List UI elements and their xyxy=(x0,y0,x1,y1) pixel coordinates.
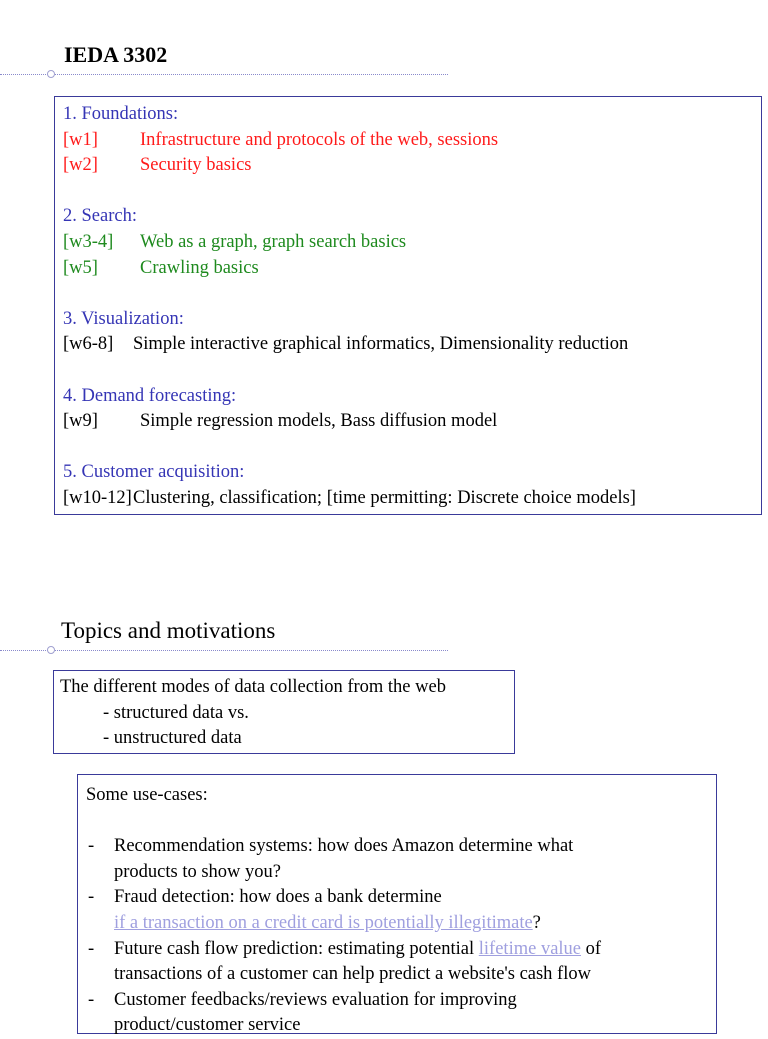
section-heading-foundations: 1. Foundations: xyxy=(63,104,179,124)
use-case-text-continued: product/customer service xyxy=(114,1015,301,1036)
bullet-dash: - xyxy=(88,989,95,1010)
topic-text: Security basics xyxy=(140,155,252,176)
syllabus-item-w9 xyxy=(63,409,761,435)
week-tag: [w10-12] xyxy=(63,487,132,508)
use-case-text-continued xyxy=(86,911,716,937)
topic-text: Simple interactive graphical informatics, Dimensionality reduction xyxy=(133,334,629,355)
syllabus-item-w2 xyxy=(63,153,761,179)
bullet-dash: - xyxy=(88,836,95,857)
bullet-dash: - xyxy=(88,938,95,959)
week-tag: [w5] xyxy=(63,257,98,278)
cash-flow-post: of xyxy=(581,938,602,959)
cash-flow-pre: Future cash flow prediction: estimating potential xyxy=(114,938,479,959)
use-case-text xyxy=(114,937,601,963)
use-case-text: Recommendation systems: how does Amazon determine what xyxy=(114,836,574,857)
section-heading-demand-forecasting: 4. Demand forecasting: xyxy=(63,385,237,406)
topic-text: Web as a graph, graph search basics xyxy=(140,231,407,252)
syllabus-item-w6-8 xyxy=(63,332,761,358)
syllabus-item-w10-12 xyxy=(63,486,761,512)
syllabus-item-w1 xyxy=(63,128,761,154)
modes-structured: - structured data vs. xyxy=(103,702,249,723)
use-case-text: Fraud detection: how does a bank determine xyxy=(114,887,442,908)
syllabus-item-w5 xyxy=(63,256,761,282)
topic-text: Clustering, classification; [time permitting: Discrete choice models] xyxy=(133,487,636,508)
slide-title-course: IEDA 3302 xyxy=(64,42,168,67)
bullet-dash: - xyxy=(88,887,95,908)
use-case-recommendation xyxy=(86,834,716,860)
topic-text: Crawling basics xyxy=(140,257,259,278)
data-modes-box xyxy=(53,670,515,754)
syllabus-box xyxy=(54,96,762,515)
title-rule xyxy=(0,650,448,651)
use-case-text-continued: products to show you? xyxy=(114,861,281,882)
week-tag: [w6-8] xyxy=(63,334,114,355)
use-case-fraud-detection xyxy=(86,885,716,911)
use-case-cash-flow xyxy=(86,937,716,963)
title-rule-dot xyxy=(47,646,55,654)
use-case-feedback xyxy=(86,988,716,1014)
use-case-text-continued: transactions of a customer can help predict a website's cash flow xyxy=(114,964,591,985)
section-heading-visualization: 3. Visualization: xyxy=(63,308,184,329)
topic-text: Infrastructure and protocols of the web, sessions xyxy=(140,129,499,150)
modes-intro: The different modes of data collection from the web xyxy=(60,677,446,697)
title-rule-dot xyxy=(47,70,55,78)
week-tag: [w2] xyxy=(63,155,98,176)
section-heading-search: 2. Search: xyxy=(63,206,137,227)
week-tag: [w3-4] xyxy=(63,231,114,252)
modes-unstructured: - unstructured data xyxy=(103,728,242,749)
fraud-tail: ? xyxy=(532,912,541,933)
section-heading-customer-acquisition: 5. Customer acquisition: xyxy=(63,462,245,483)
lifetime-value-link[interactable]: lifetime value xyxy=(478,938,582,959)
topic-text: Simple regression models, Bass diffusion model xyxy=(140,411,498,432)
slide-title-topics: Topics and motivations xyxy=(61,618,276,643)
syllabus-item-w3-4 xyxy=(63,230,761,256)
use-case-text: Customer feedbacks/reviews evaluation for improving xyxy=(114,989,517,1010)
title-rule xyxy=(0,74,448,75)
fraud-link[interactable]: if a transaction on a credit card is potentially illegitimate xyxy=(114,912,533,933)
use-cases-heading: Some use-cases: xyxy=(86,785,208,805)
week-tag: [w9] xyxy=(63,411,98,432)
use-cases-box xyxy=(77,774,717,1034)
week-tag: [w1] xyxy=(63,129,98,150)
